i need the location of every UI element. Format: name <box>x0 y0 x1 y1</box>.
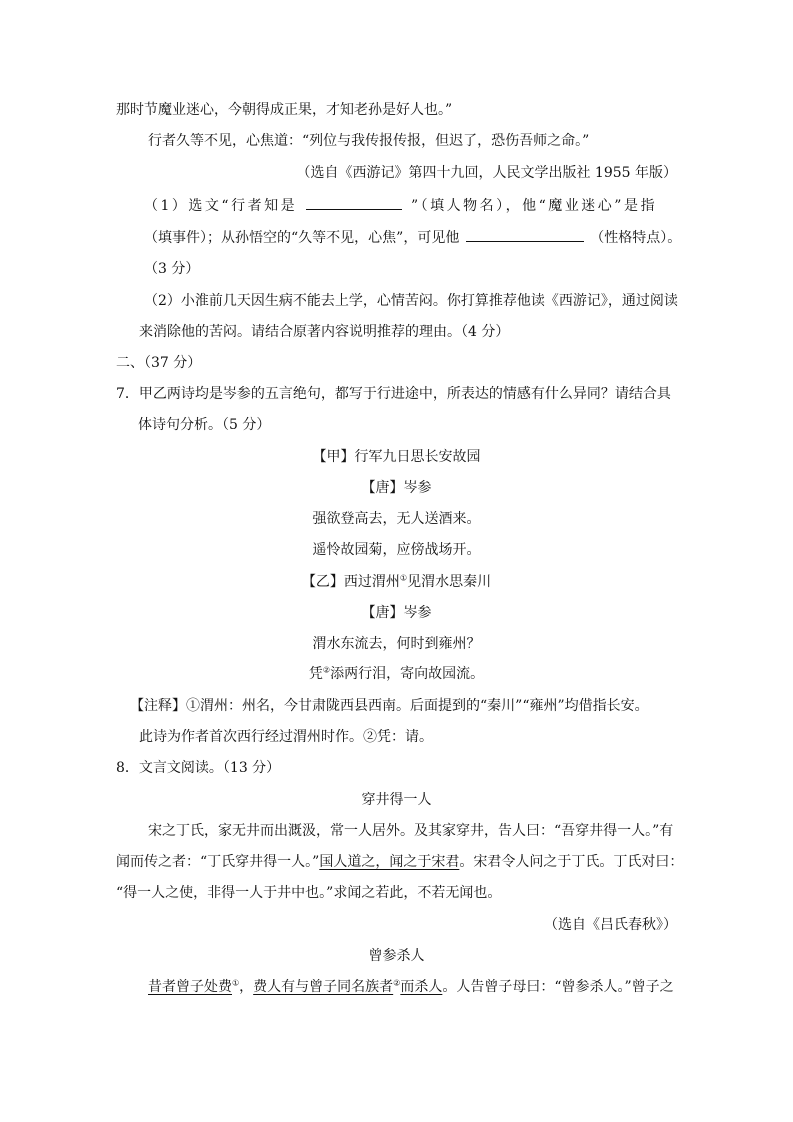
q6-part1-text-a: （1）选文“行者知是 <box>144 198 298 214</box>
q7-stem-line2: 体诗句分析。（5 分） <box>138 417 271 433</box>
text2-line1-tail: 。人告曾子母曰：“曾参杀人。”曾子之 <box>442 979 674 995</box>
text1-line3: “得一人之使，非得一人于井中也。”求闻之若此，不若无闻也。 <box>116 885 502 901</box>
text1-title: 穿井得一人 <box>361 792 432 808</box>
passage-line-1: 那时节魔业迷心，今朝得成正果，才知老孙是好人也。” <box>116 102 453 118</box>
passage-line-2: 行者久等不见，心焦道：“列位与我传报传报，但迟了，恐伤吾师之命。” <box>148 133 590 149</box>
q6-part2-line2: 来消除他的苦闷。请结合原著内容说明推荐的理由。（4 分） <box>139 324 510 340</box>
footnote-marker-3: ① <box>232 978 240 988</box>
poem-a-line1: 强欲登高去，无人送酒来。 <box>312 511 481 527</box>
poem-b-title-part2: 见渭水思秦川 <box>407 574 492 590</box>
text1-line1: 宋之丁氏，家无井而出溉汲，常一人居外。及其家穿井，告人曰：“吾穿井得一人。”有 <box>148 823 674 839</box>
poem-b-line1: 渭水东流去，何时到雍州？ <box>312 636 481 652</box>
text1-line2-part1: 闻而传之者：“丁氏穿井得一人。” <box>116 854 320 870</box>
underlined-phrase-3: 而杀人 <box>400 979 443 995</box>
poem-b-line2-part2: 添两行泪，寄向故园流。 <box>330 666 485 682</box>
q6-part1-line2 <box>144 227 681 248</box>
underlined-sentence: 国人道之，闻之于宋君 <box>319 854 460 870</box>
q6-part1-text-c: （填事件）；从孙悟空的“久等不见，心焦”，可见他 <box>144 230 460 246</box>
section-heading: 二、（37 分） <box>116 355 202 371</box>
poem-b-author: 【唐】岑参 <box>361 605 432 621</box>
footnote-marker-1: ① <box>399 573 408 583</box>
text1-line2 <box>116 852 683 872</box>
poem-a-author: 【唐】岑参 <box>361 480 432 496</box>
poem-note-line1: 【注释】①渭州：州名，今甘肃陇西县西南。后面提到的“秦川”“雍州”均借指长安。 <box>130 698 649 714</box>
poem-note-line2: 此诗为作者首次西行经过渭州时作。②凭：请。 <box>139 729 433 745</box>
underlined-phrase-1: 昔者曾子处费 <box>148 979 232 995</box>
q6-part1-score: （3 分） <box>144 261 200 277</box>
poem-b-title-part1: 【乙】西过渭州 <box>301 574 400 590</box>
q7-stem-line1: 7．甲乙两诗均是岑参的五言绝句，都写于行进途中，所表达的情感有什么异同？请结合具 <box>116 386 671 402</box>
q6-part1-text-d: （性格特点）。 <box>590 230 682 246</box>
poem-b-title <box>0 572 793 592</box>
q6-part1-text-b: ”（填人物名），他“魔业迷心”是指 <box>410 198 657 214</box>
passage-source: （选自《西游记》第四十九回，人民文学出版社 1955 年版） <box>296 165 677 181</box>
footnote-marker-4: ② <box>393 978 401 988</box>
poem-b-line2 <box>0 664 793 684</box>
q6-part1-line1 <box>144 195 657 216</box>
text2-line1 <box>148 977 674 997</box>
text1-source: （选自《吕氏春秋》） <box>544 917 677 933</box>
underlined-phrase-2: 费人有与曾子同名族者 <box>253 979 394 995</box>
text2-title: 曾参杀人 <box>368 948 425 964</box>
text2-comma: ， <box>239 979 254 995</box>
q8-stem: 8．文言文阅读。（13 分） <box>116 760 281 776</box>
poem-a-title: 【甲】行军九日思长安故园 <box>312 449 481 465</box>
answer-blank-character[interactable] <box>306 195 402 210</box>
answer-blank-trait[interactable] <box>466 227 584 242</box>
q6-part2-line1: （2）小淮前几天因生病不能去上学，心情苦闷。你打算推荐他读《西游记》，通过阅读 <box>144 293 678 309</box>
poem-a-line2: 遥怜故园菊，应傍战场开。 <box>312 542 481 558</box>
footnote-marker-2: ② <box>322 665 331 675</box>
text1-line2-part2: 。宋君令人问之于丁氏。丁氏对曰： <box>459 854 684 870</box>
poem-b-line2-part1: 凭 <box>308 666 323 682</box>
